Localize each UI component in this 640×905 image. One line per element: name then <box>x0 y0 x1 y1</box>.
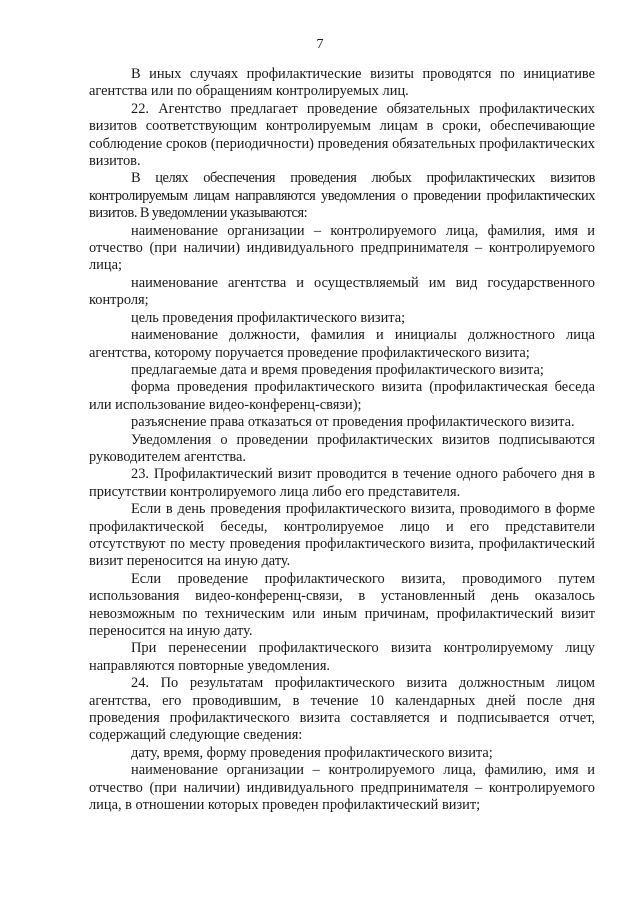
list-item-agency-name: наименование агентства и осуществляемый им вид государственного контроля; <box>89 274 595 309</box>
list-item-report-organization: наименование организации – контролируемого лица, фамилию, имя и отчество (при наличии) индивидуального предпринимателя – контролируемого лица, в отношении которых проведен профилактический визит; <box>89 762 595 814</box>
paragraph-clause-22: 22. Агентство предлагает проведение обязательных профилактических визитов соответствующим контролируемым лицам в сроки, обеспечивающие соблюдение сроков (периодичности) проведения обязательных профилактических визитов. <box>89 100 595 170</box>
paragraph-absence-reschedule: Если в день проведения профилактического визита, проводимого в форме профилактической беседы, контролируемое лицо и его представители отсутствуют по месту проведения профилактического визита, профилактический визит переносится на иную дату. <box>89 501 595 570</box>
paragraph-clause-23: 23. Профилактический визит проводится в течение одного рабочего дня в присутствии контролируемого лица либо его представителя. <box>89 466 595 500</box>
list-item-official-position: наименование должности, фамилия и инициалы должностного лица агентства, которому поручается проведение профилактического визита; <box>89 327 595 361</box>
list-item-right-to-refuse: разъяснение права отказаться от проведения профилактического визита. <box>131 414 575 431</box>
paragraph-signed-by-head: Уведомления о проведении профилактических визитов подписываются руководителем агентства. <box>89 431 595 465</box>
page-number: 7 <box>316 37 324 52</box>
list-item-organization-name: наименование организации – контролируемого лица, фамилия, имя и отчество (при наличии) индивидуального предпринимателя – контролируемого лица; <box>89 222 595 274</box>
list-item-visit-form: форма проведения профилактического визита (профилактическая беседа или использование видео-конференц-связи); <box>89 379 595 413</box>
list-item-proposed-date: предлагаемые дата и время проведения профилактического визита; <box>131 361 544 378</box>
document-body <box>89 66 595 814</box>
paragraph-video-reschedule: Если проведение профилактического визита, проводимого путем использования видео-конференц-связи, в установленный день оказалось невозможным по техническим или иным причинам, профилактический визит переносится на иную дату. <box>89 570 595 639</box>
paragraph-other-cases: В иных случаях профилактические визиты проводятся по инициативе агентства или по обращениям контролируемых лиц. <box>89 66 595 100</box>
paragraph-notifications: В целях обеспечения проведения любых профилактических визитов контролируемым лицам направляются уведомления о проведении профилактических визитов. В уведомлении указываются: <box>89 170 595 222</box>
list-item-report-datetime: дату, время, форму проведения профилактического визита; <box>131 744 493 761</box>
paragraph-clause-24: 24. По результатам профилактического визита должностным лицом агентства, его проводившим, в течение 10 календарных дней после дня проведения профилактического визита составляется и подписывается отчет, содержащий следующие сведения: <box>89 675 595 744</box>
list-item-visit-purpose: цель проведения профилактического визита; <box>131 309 406 326</box>
paragraph-repeat-notification: При перенесении профилактического визита контролируемому лицу направляются повторные уведомления. <box>89 640 595 674</box>
